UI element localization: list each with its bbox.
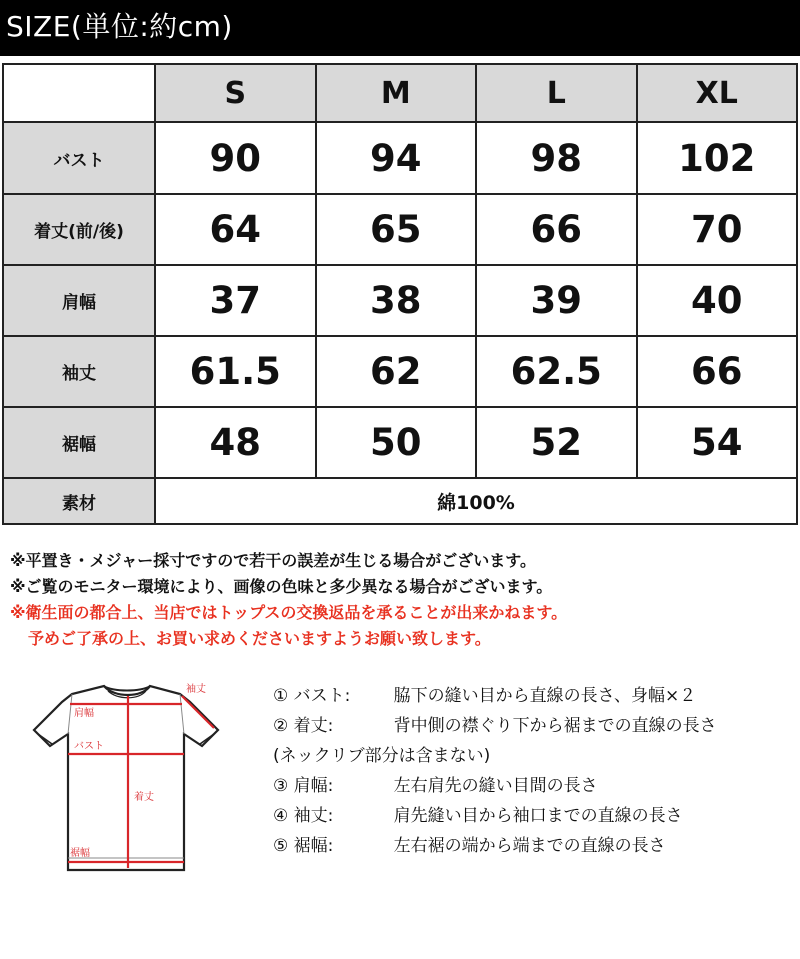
measurement-value: 54	[637, 407, 798, 478]
sleeve-label: 袖丈	[186, 684, 206, 695]
legend-description: 脇下の縫い目から直線の長さ、身幅×２	[393, 686, 697, 706]
note-line: ※平置き・メジャー採寸ですので若干の誤差が生じる場合がございます。	[10, 551, 536, 570]
note-line: ※ご覧のモニター環境により、画像の色味と多少異なる場合がございます。	[10, 577, 553, 596]
measurement-value: 98	[476, 122, 637, 193]
measurement-value: 66	[637, 336, 798, 407]
legend-label: バスト:	[293, 686, 351, 706]
measurement-value: 66	[476, 194, 637, 265]
tshirt-diagram	[22, 672, 247, 897]
measurement-value: 62.5	[476, 336, 637, 407]
table-row	[3, 122, 797, 193]
neckline	[104, 686, 150, 691]
size-table	[2, 63, 798, 525]
shoulder-label: 肩幅	[74, 708, 94, 719]
row-label: 裾幅	[3, 407, 155, 478]
measurement-value: 102	[637, 122, 798, 193]
measurement-value: 40	[637, 265, 798, 336]
title-bar	[0, 0, 800, 56]
warning-line: 予めご了承の上、お買い求めくださいますようお願い致します。	[28, 629, 491, 648]
measurement-value: 70	[637, 194, 798, 265]
legend-label: 肩幅:	[293, 776, 334, 796]
legend-number: ①	[273, 686, 289, 706]
length-label: 着丈	[134, 792, 154, 803]
legend-description: 肩先縫い目から袖口までの直線の長さ	[393, 806, 683, 826]
measurement-value: 90	[155, 122, 316, 193]
measurement-value: 65	[316, 194, 477, 265]
measurement-value: 64	[155, 194, 316, 265]
legend-label: 裾幅:	[293, 836, 334, 856]
measurement-value: 37	[155, 265, 316, 336]
size-header: M	[316, 64, 477, 122]
measurement-value: 50	[316, 407, 477, 478]
legend-number: ②	[273, 716, 289, 736]
legend-number: ⑤	[273, 836, 289, 856]
measurement-value: 61.5	[155, 336, 316, 407]
size-header: S	[155, 64, 316, 122]
legend-number: ③	[273, 776, 289, 796]
legend-description: 左右裾の端から端までの直線の長さ	[393, 836, 666, 856]
measurement-value: 38	[316, 265, 477, 336]
tshirt-outline	[34, 686, 218, 870]
table-header-row	[3, 64, 797, 122]
legend-item	[273, 681, 793, 711]
measurement-value: 62	[316, 336, 477, 407]
legend-item	[273, 771, 793, 801]
table-row	[3, 265, 797, 336]
legend-label: 着丈:	[293, 716, 334, 736]
warning-line: ※衛生面の都合上、当店ではトップスの交換返品を承ることが出来かねます。	[10, 603, 568, 622]
measurement-value: 52	[476, 407, 637, 478]
notes-block	[10, 548, 795, 652]
legend-number: ④	[273, 806, 289, 826]
size-header: L	[476, 64, 637, 122]
legend-description: 左右肩先の縫い目間の長さ	[393, 776, 598, 796]
table-row	[3, 336, 797, 407]
table-corner-cell	[3, 64, 155, 122]
measurement-value: 94	[316, 122, 477, 193]
measurement-value: 39	[476, 265, 637, 336]
legend-item-continued	[273, 741, 793, 771]
legend-item	[273, 711, 793, 741]
legend-item	[273, 801, 793, 831]
material-row	[3, 478, 797, 524]
hem-label: 裾幅	[70, 848, 90, 859]
table-row	[3, 194, 797, 265]
row-label: 肩幅	[3, 265, 155, 336]
measurement-value: 48	[155, 407, 316, 478]
table-row	[3, 407, 797, 478]
bust-label: バスト	[74, 741, 104, 752]
row-label: バスト	[3, 122, 155, 193]
measurement-legend	[273, 681, 793, 861]
material-value: 綿100%	[155, 478, 797, 524]
legend-description: (ネックリブ部分は含まない)	[273, 746, 491, 766]
legend-label: 袖丈:	[293, 806, 334, 826]
legend-description: 背中側の襟ぐり下から裾までの直線の長さ	[393, 716, 717, 736]
material-label: 素材	[3, 478, 155, 524]
legend-item	[273, 831, 793, 861]
page-title: SIZE(単位:約cm)	[6, 10, 233, 43]
row-label: 袖丈	[3, 336, 155, 407]
size-header: XL	[637, 64, 798, 122]
row-label: 着丈(前/後)	[3, 194, 155, 265]
